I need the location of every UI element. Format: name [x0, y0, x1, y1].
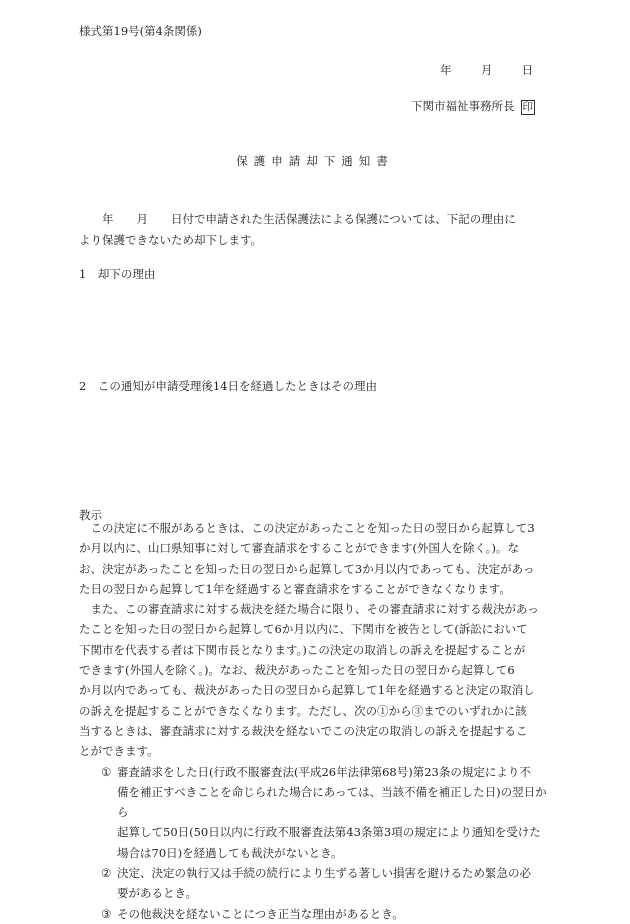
- text-line: とができます。: [79, 744, 159, 759]
- instruction-paragraph-2: [79, 599, 549, 761]
- text-line: その他裁決を経ないことにつき正当な理由があるとき。: [117, 906, 404, 921]
- text-line: か月以内に、山口県知事に対して審査請求をすることができます(外国人を除く。)。な: [79, 541, 519, 556]
- text-line: の訴えを提起することができなくなります。ただし、次の①から③までのいずれかに該: [79, 703, 527, 718]
- text-line: たことを知った日の翌日から起算して6か月以内に、下関市を被告として(訴訟において: [79, 622, 528, 637]
- sender: [411, 98, 535, 115]
- section-rejection-reason: 1 却下の理由: [79, 267, 156, 281]
- item-number: ①: [101, 764, 112, 779]
- text-line: 下関市を代表する者は下関市長となります。)この決定の取消しの訴えを提起することが: [79, 642, 526, 657]
- item-number: ②: [101, 866, 112, 881]
- seal-mark: 印: [522, 101, 533, 113]
- instruction-paragraph-1: [79, 518, 549, 599]
- document-title: 保護申請却下通知書: [236, 154, 394, 168]
- date-year: 年: [440, 63, 452, 77]
- list-item: [79, 904, 549, 924]
- date-day: 日: [521, 63, 534, 77]
- text-line: お、決定があったことを知った日の翌日から起算して3か月以内であっても、決定があっ: [79, 561, 535, 576]
- instruction-heading: 教示: [79, 508, 102, 522]
- text-line: か月以内であっても、裁決があった日の翌日から起算して1年を経過すると決定の取消し: [79, 683, 535, 698]
- date-line: [440, 62, 533, 78]
- text-line: 当するときは、審査請求に対する裁決を経ないでこの決定の取消しの訴えを提起するこ: [79, 723, 528, 738]
- form-number: 様式第19号(第4条関係): [79, 24, 202, 38]
- text-line: できます(外国人を除く。)。なお、裁決があったことを知った日の翌日から起算して6: [79, 663, 515, 678]
- text-line: 備を補正すべきことを命じられた場合にあっては、当該不備を補正した日)の翌日から: [117, 784, 547, 820]
- text-line: 審査請求をした日(行政不服審査法(平成26年法律第68号)第23条の規定により不: [117, 764, 531, 779]
- date-month: 月: [480, 63, 493, 77]
- text-line: また、この審査請求に対する裁決を経た場合に限り、その審査請求に対する裁決があっ: [90, 602, 539, 617]
- text-line: た日の翌日から起算して1年を経過すると審査請求をすることができなくなります。: [79, 581, 511, 596]
- text-line: 要があるとき。: [117, 886, 198, 901]
- text-line: この決定に不服があるときは、この決定があったことを知った日の翌日から起算して3: [90, 521, 535, 535]
- list-item: [79, 762, 549, 863]
- text-line: 決定、決定の執行又は手続の続行により生ずる著しい損害を避けるため緊急の必: [117, 866, 531, 881]
- intro-line: より保護できないため却下します。: [79, 232, 263, 247]
- intro-line: 年 月 日付で申請された生活保護法による保護については、下記の理由に: [79, 212, 516, 226]
- intro-paragraph: [79, 209, 549, 250]
- sender-name: 下関市福祉事務所長: [411, 99, 515, 113]
- item-number: ③: [101, 906, 112, 921]
- instruction-body: [79, 518, 549, 924]
- text-line: 場合は70日)を経過しても裁決がないとき。: [117, 845, 343, 860]
- list-item: [79, 863, 549, 904]
- section-delay-reason: 2 この通知が申請受理後14日を経過したときはその理由: [79, 379, 377, 393]
- text-line: 起算して50日(50日以内に行政不服審査法第43条第3項の規定により通知を受けた: [117, 825, 541, 840]
